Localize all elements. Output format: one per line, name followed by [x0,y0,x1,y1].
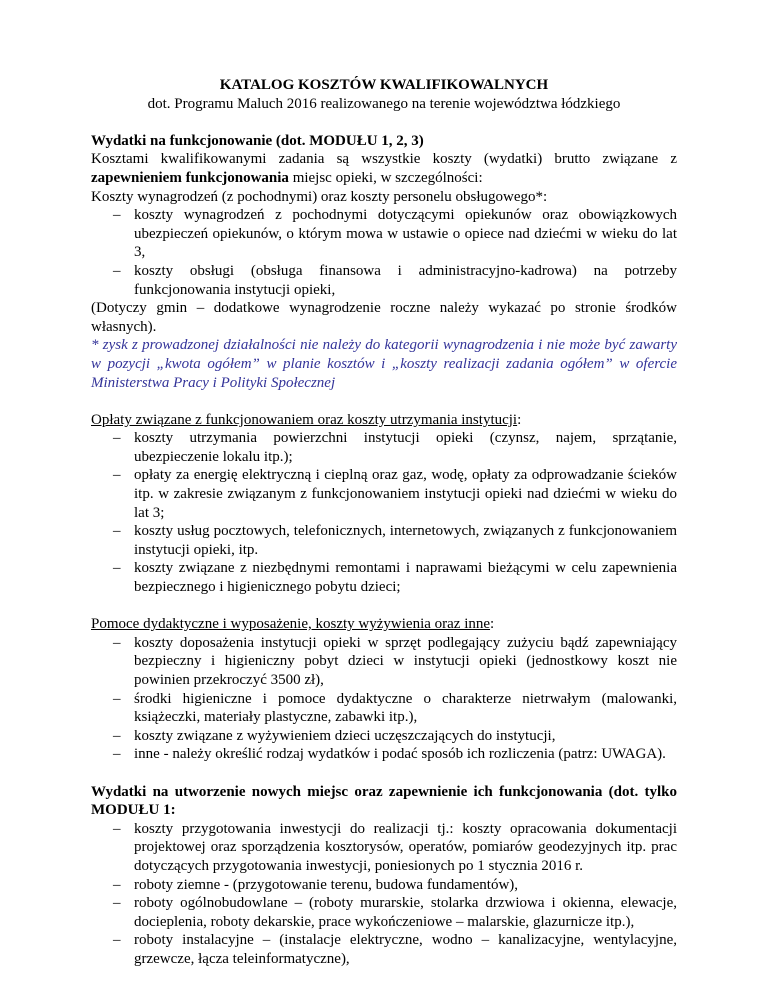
list-item-text: inne - należy określić rodzaj wydatków i podać sposób ich rozliczenia (patrz: UWAGA). [134,746,666,763]
list-item-text: opłaty za energię elektryczną i cieplną oraz gaz, wodę, opłaty za odprowadzanie ścieków itp. w zakresie związanym z funkcjonowaniem instytucji opieki nad dziećmi w wieku do lat 3; [134,467,677,521]
list-item [113,206,677,262]
bullet-dash: – [113,634,121,651]
document-subtitle: dot. Programu Maluch 2016 realizowanego na terenie województwa łódzkiego [147,95,621,112]
wages-lead: Koszty wynagrodzeń (z pochodnymi) oraz koszty personelu obsługowego*: [91,188,548,205]
fees-heading [91,411,677,430]
list-item-text: roboty ogólnobudowlane – (roboty murarskie, stolarka drzwiowa i okienna, elewacje, docieplenia, roboty dekarskie, prace wykończeniowe – malarskie, glazurnicze itp.), [134,895,677,930]
bullet-dash: – [113,820,121,837]
bullet-dash: – [113,746,121,763]
teaching-aids-heading-text: Pomoce dydaktyczne i wyposażenie, koszty wyżywienia oraz inne [91,616,491,633]
bullet-dash: – [113,430,121,447]
new-places-heading: Wydatki na utworzenie nowych miejsc oraz zapewnienie ich funkcjonowania (dot. tylko MODUŁU 1: [91,783,677,819]
list-item [113,262,677,299]
bullet-dash: – [113,467,121,484]
teaching-aids-list [91,634,677,764]
list-item-text: koszty doposażenia instytucji opieki w sprzęt podlegający zużyciu bądź zapewniający bezpieczny i higieniczny pobyt dzieci w instytucji opieki (jednostkowy koszt nie powinien przekroczyć 3500 zł), [134,634,677,688]
list-item [113,429,677,466]
fees-heading-text: Opłaty związane z funkcjonowaniem oraz koszty utrzymania instytucji [91,411,518,428]
gmina-note: (Dotyczy gmin – dodatkowe wynagrodzenie roczne należy wykazać po stronie środków własnych). [91,300,677,335]
bullet-dash: – [113,560,121,577]
list-item-text: roboty ziemne - (przygotowanie terenu, budowa fundamentów), [134,876,519,893]
teaching-aids-heading [91,615,677,634]
new-places-list [91,820,677,969]
bullet-dash: – [113,262,121,279]
bullet-dash: – [113,690,121,707]
list-item-text: koszty przygotowania inwestycji do realizacji tj.: koszty opracowania dokumentacji projektowej oraz sporządzenia kosztorysów, operatów, pomiarów geodezyjnych itp. prac dotyczących przygotowania inwestycji, poniesionych po 1 stycznia 2016 r. [134,820,677,874]
list-item [113,634,677,690]
fees-list [91,429,677,596]
list-item [113,522,677,559]
list-item [113,894,677,931]
bullet-dash: – [113,895,121,912]
list-item-text: koszty wynagrodzeń z pochodnymi dotyczącymi opiekunów oraz obowiązkowych ubezpieczeń opiekunów, o którym mowa w ustawie o opiece nad dziećmi w wieku do lat 3, [134,207,677,261]
wages-list [91,206,677,299]
functioning-heading: Wydatki na funkcjonowanie (dot. MODUŁU 1, 2, 3) [91,132,424,149]
bullet-dash: – [113,876,121,893]
list-item-text: koszty usług pocztowych, telefonicznych, internetowych, związanych z funkcjonowaniem instytucji opieki, itp. [134,523,677,558]
bullet-dash: – [113,932,121,949]
list-item [113,931,677,968]
intro-run-3: miejsc opieki, w szczególności: [288,169,483,186]
list-item [113,690,677,727]
bullet-dash: – [113,207,121,224]
bullet-dash: – [113,727,121,744]
list-item [113,466,677,522]
list-item-text: koszty związane z wyżywieniem dzieci uczęszczających do instytucji, [134,727,556,744]
profit-footnote: * zysk z prowadzonej działalności nie należy do kategorii wynagrodzenia i nie może być zawarty w pozycji „kwota ogółem” w planie kosztów i „koszty realizacji zadania ogółem” w ofercie Ministerstwa Pracy i Polityki Społecznej [91,337,677,391]
list-item [113,876,677,895]
bullet-dash: – [113,523,121,540]
teaching-aids-heading-colon: : [490,616,495,633]
intro-run-1: Kosztami kwalifikowanymi zadania są wszystkie koszty (wydatki) brutto związane z [91,151,677,168]
list-item [113,559,677,596]
intro-run-2-bold: zapewnieniem funkcjonowania [91,169,289,186]
list-item [113,745,677,764]
fees-heading-colon: : [517,411,522,428]
list-item-text: roboty instalacyjne – (instalacje elektryczne, wodno – kanalizacyjne, wentylacyjne, grzewcze, łącza teleinformatyczne), [134,932,677,967]
list-item-text: koszty związane z niezbędnymi remontami i naprawami bieżącymi w celu zapewnienia bezpiecznego i higienicznego pobytu dzieci; [134,560,677,596]
list-item-text: koszty utrzymania powierzchni instytucji opieki (czynsz, najem, sprzątanie, ubezpieczenie lokalu itp.); [134,430,677,465]
list-item [113,820,677,876]
list-item-text: koszty obsługi (obsługa finansowa i administracyjno-kadrowa) na potrzeby funkcjonowania instytucji opieki, [134,262,677,298]
list-item [113,727,677,746]
document-title: KATALOG KOSZTÓW KWALIFIKOWALNYCH [219,77,549,93]
functioning-intro [91,150,677,187]
list-item-text: środki higieniczne i pomoce dydaktyczne o charakterze nietrwałym (malowanki, książeczki, materiały plastyczne, zabawki itp.), [134,690,677,726]
